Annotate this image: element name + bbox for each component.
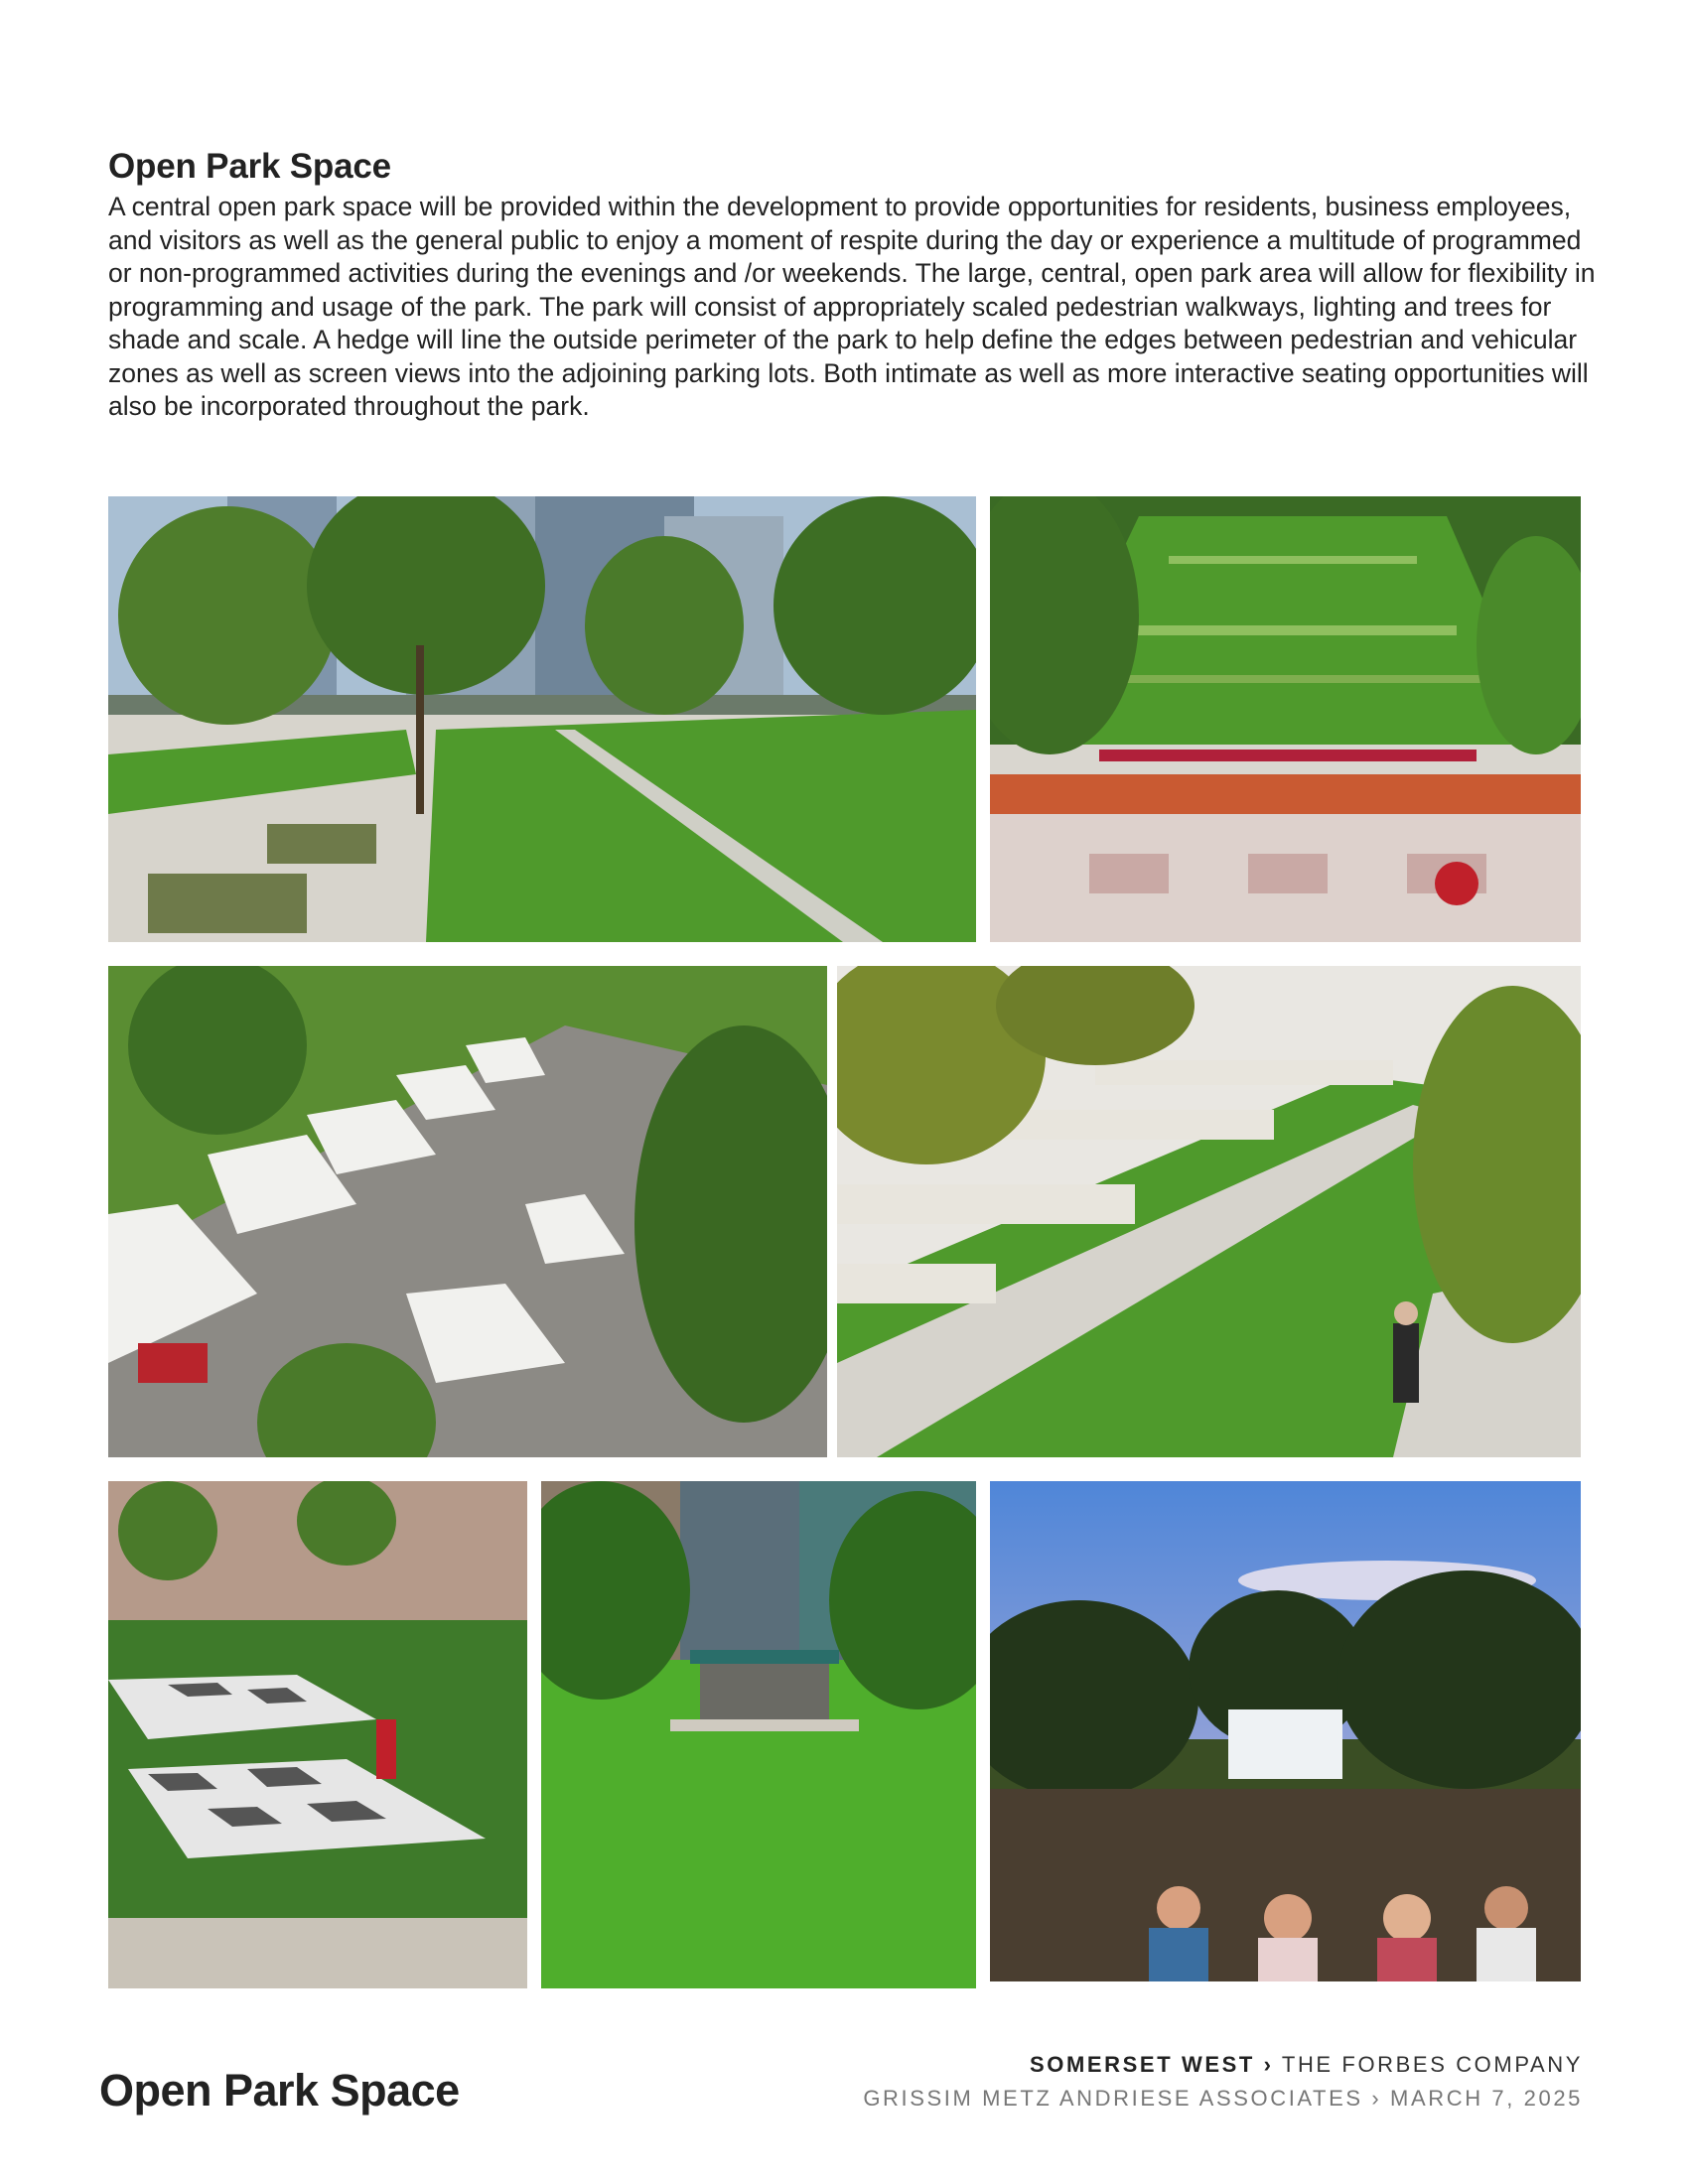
footer-title: Open Park Space (99, 2065, 460, 2116)
photo-farmers-market (108, 966, 827, 1457)
section-paragraph: A central open park space will be provided within the development to provide opportunities for residents, business employees, and visitors as well as the general public to enjoy a moment of respite during the day or experience a multitude of programmed or non-programmed activities during the evenings and /or weekends. The large, central, open park area will allow for flexibility in programming and usage of the park. The park will consist of appropriately scaled pedestrian walkways, lighting and trees for shade and scale. A hedge will line the outside perimeter of the park to help define the edges between pedestrian and vehicular zones as well as screen views into the adjoining parking lots. Both intimate as well as more interactive seating opportunities will also be incorporated throughout the park. (108, 192, 1596, 421)
photo-giant-chess (108, 1481, 527, 1988)
photo-outdoor-movie-night (990, 1481, 1581, 1981)
footer-project: SOMERSET WEST (1029, 2052, 1255, 2077)
footer-date: MARCH 7, 2025 (1390, 2086, 1583, 2111)
photo-formal-lawn-plaza (990, 496, 1581, 942)
footer-project-line (863, 2048, 1583, 2082)
footer-firm: GRISSIM METZ ANDRIESE ASSOCIATES (863, 2086, 1363, 2111)
footer-credits (863, 2048, 1583, 2116)
footer-separator-2: › (1371, 2086, 1382, 2111)
photo-city-park-lawn (108, 496, 976, 942)
section-heading: Open Park Space (108, 147, 391, 186)
footer-client: THE FORBES COMPANY (1281, 2052, 1583, 2077)
footer-separator: › (1263, 2052, 1274, 2077)
photo-lawn-stage (541, 1481, 976, 1988)
footer-firm-line (863, 2082, 1583, 2116)
photo-seating-walkway (837, 966, 1581, 1457)
